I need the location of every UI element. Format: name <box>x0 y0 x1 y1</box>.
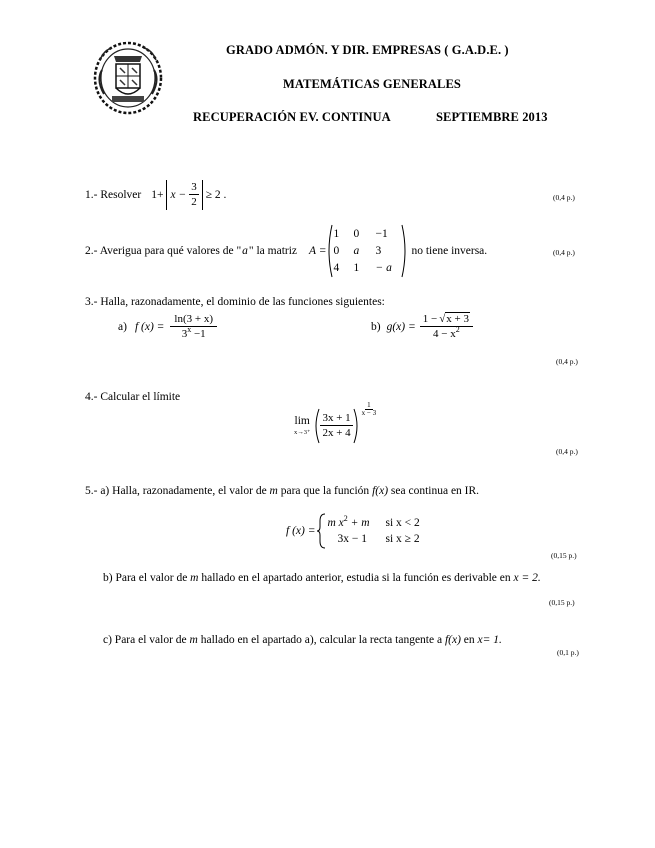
fraction-denominator: 2 <box>191 196 197 208</box>
university-seal-logo <box>92 40 164 116</box>
fraction-numerator: 3 <box>191 181 197 193</box>
question-4-prefix: 4.- Calcular el límite <box>85 391 181 403</box>
piecewise-lhs: f (x) = <box>286 525 316 537</box>
fraction-denominator <box>180 327 208 340</box>
question-5b-text-1: b) Para el valor de <box>103 572 188 584</box>
sqrt-sign-icon: √ <box>439 313 446 325</box>
abs-value-bars <box>166 180 202 210</box>
question-5a-mid: para que la función <box>280 485 370 497</box>
fraction-numerator: 3x + 1 <box>322 412 351 424</box>
exponent-numerator: 1 <box>367 401 371 409</box>
question-3b <box>371 312 473 342</box>
question-5b <box>103 572 541 584</box>
left-paren-icon <box>313 408 320 444</box>
fraction-denominator: 2x + 4 <box>322 427 351 439</box>
piecewise-cases <box>327 514 420 545</box>
limit-exponent <box>360 402 378 417</box>
matrix-cell: 4 <box>333 262 340 274</box>
case-1-expr-a: m x <box>327 517 344 529</box>
function-fx: f(x) <box>372 485 389 497</box>
piecewise-function <box>286 513 420 549</box>
case-1-expr <box>327 514 385 529</box>
lim-subscript: x→3⁺ <box>294 428 311 436</box>
question-4-points: (0,4 p.) <box>556 447 578 456</box>
question-3b-func: g(x) = <box>386 321 416 333</box>
question-2-prefix: 2.- Averigua para qué valores de " <box>85 245 242 257</box>
case-1-expr-b: + m <box>347 517 370 529</box>
right-paren-icon <box>353 408 360 444</box>
question-2-mid: " la matriz <box>248 245 298 257</box>
den-base: 4 − x <box>433 328 456 340</box>
question-5c-points: (0,1 p.) <box>557 648 579 657</box>
num-pre: 1 − <box>422 313 438 325</box>
radicand: x + 3 <box>446 313 469 325</box>
header-date: SEPTIEMBRE 2013 <box>436 110 548 124</box>
den-exponent: 2 <box>455 325 460 334</box>
question-5c-text-1: c) Para el valor de <box>103 634 187 646</box>
question-5c-fx: f(x) <box>444 634 461 646</box>
left-brace-icon <box>317 513 326 549</box>
variable-m: m <box>190 572 199 584</box>
matrix-cell: 1 <box>353 262 360 274</box>
question-5c-text-5: x= 1. <box>477 634 502 646</box>
question-2-var: a <box>242 245 248 257</box>
matrix-cell: − a <box>375 262 392 274</box>
question-1-fraction <box>189 182 199 208</box>
question-5b-text-2: hallado en el apartado anterior, estudia si la función es derivable en <box>201 572 511 584</box>
case-2-condition: si x ≥ 2 <box>385 533 420 545</box>
question-5b-points: (0,15 p.) <box>549 598 575 607</box>
question-3a-func: f (x) = <box>134 321 165 333</box>
matrix-cell: 0 <box>353 228 360 240</box>
question-1-prefix: 1.- Resolver <box>85 189 142 201</box>
matrix-A <box>333 228 401 274</box>
question-1-rhs: ≥ 2 . <box>205 189 227 201</box>
header-subject: MATEMÁTICAS GENERALES <box>283 77 461 91</box>
question-5c <box>103 634 502 646</box>
question-2-suffix: no tiene inversa. <box>411 245 488 257</box>
header-exam-type: RECUPERACIÓN EV. CONTINUA <box>193 110 391 124</box>
question-4-limit <box>294 401 378 446</box>
question-2 <box>85 224 487 278</box>
question-3a-fraction <box>170 314 217 340</box>
matrix-cell: a <box>353 245 360 257</box>
question-5a-prefix: 5.- a) Halla, razonadamente, el valor de <box>85 485 267 497</box>
question-1-x-minus: x − <box>170 189 187 201</box>
question-5b-text-3: x = 2. <box>513 572 541 584</box>
question-1-points: (0,4 p.) <box>553 193 575 202</box>
question-1 <box>85 178 226 212</box>
question-5c-text-4: en <box>463 634 475 646</box>
question-3b-fraction <box>420 314 473 340</box>
question-3a-label: a) <box>118 321 127 333</box>
question-5a-points: (0,15 p.) <box>551 551 577 560</box>
fraction-numerator: ln(3 + x) <box>170 314 217 327</box>
right-paren-icon <box>401 224 408 278</box>
question-5a-end: sea continua en IR. <box>390 485 480 497</box>
question-3-prefix: 3.- Halla, razonadamente, el dominio de las funciones siguientes: <box>85 296 385 308</box>
den-base: 3 <box>181 328 188 340</box>
question-5a <box>85 485 479 497</box>
question-4-fraction <box>320 413 352 439</box>
case-1-condition: si x < 2 <box>385 517 420 529</box>
den-rest: −1 <box>191 328 206 340</box>
left-paren-icon <box>326 224 333 278</box>
question-2-points: (0,4 p.) <box>553 248 575 257</box>
case-1-exponent: 2 <box>343 514 348 523</box>
variable-m: m <box>269 485 278 497</box>
exponent-denominator: x − 3 <box>361 409 377 417</box>
lim-operator <box>294 416 310 436</box>
question-3b-label: b) <box>371 321 381 333</box>
matrix-cell: 0 <box>333 245 340 257</box>
question-1-one-plus: 1+ <box>151 189 164 201</box>
case-2-expr: 3x − 1 <box>337 533 367 545</box>
question-5c-text-2: hallado en el apartado a), calcular la recta tangente a <box>200 634 443 646</box>
question-3a <box>118 312 217 342</box>
header-title: GRADO ADMÓN. Y DIR. EMPRESAS ( G.A.D.E. ) <box>226 43 509 57</box>
question-3-points: (0,4 p.) <box>556 357 578 366</box>
fraction-numerator <box>420 314 473 327</box>
matrix-cell: −1 <box>375 228 388 240</box>
matrix-cell: 1 <box>333 228 340 240</box>
fraction-denominator <box>431 327 462 340</box>
matrix-cell: 3 <box>375 245 382 257</box>
den-exponent: x <box>187 325 192 334</box>
variable-m: m <box>189 634 198 646</box>
lim-text: lim <box>294 415 310 427</box>
matrix-label: A = <box>309 245 327 257</box>
